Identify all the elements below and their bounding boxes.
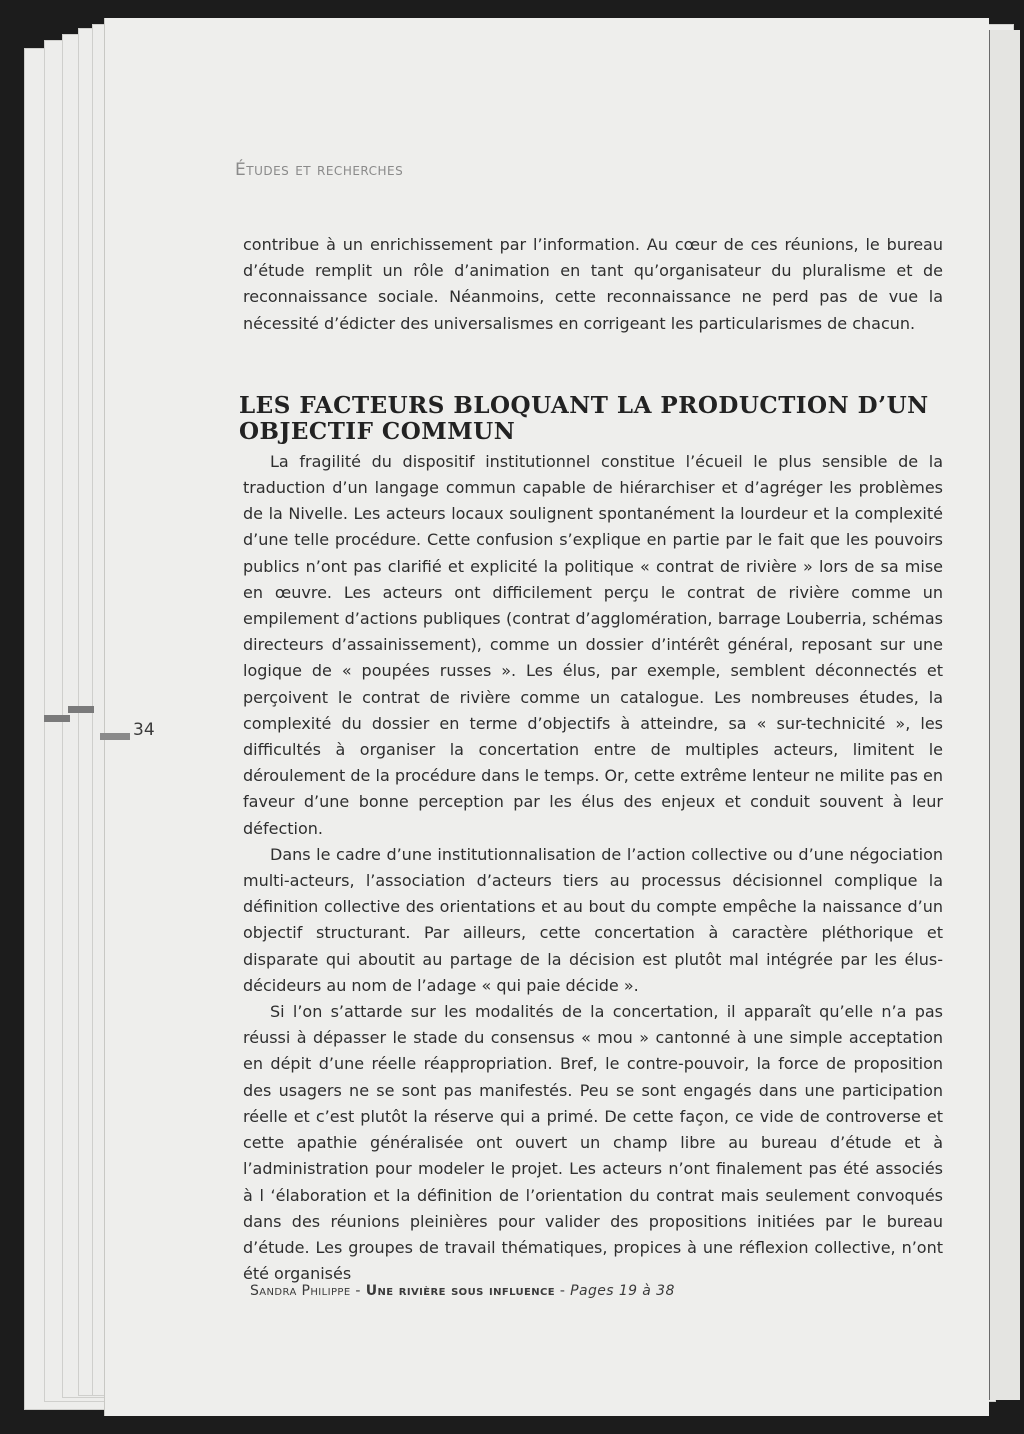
thumb-index-tab xyxy=(68,706,94,713)
page-number-marker xyxy=(100,733,130,740)
body-paragraph-3: Si l’on s’attarde sur les modalités de la concertation, il apparaît qu’elle n’a pas réussi à dépasser le stade du consensus « mou » cantonné à une simple acceptation en dépit d’une réelle réappropriation. Bref, le contre-pouvoir, la force de proposition des usagers ne se sont pas manifestés. Peu se sont engagés dans une participation réelle et c’est plutôt la réserve qui a primé. De cette façon, ce vide de controverse et cette apathie généralisée ont ouvert un champ libre au bureau d’étude et à l’administration pour modeler le projet. Les acteurs n’ont finalement pas été associés à l ‘élaboration et la définition de l’orientation du contrat mais seulement convoqués dans des réunions pleinières pour valider des propositions initiées par le bureau d’étude. Les groupes de travail thématiques, propices à une réflexion collective, n’ont été organisés xyxy=(243,1002,943,1284)
intro-paragraph: contribue à un enrichissement par l’information. Au cœur de ces réunions, le bureau d’étude remplit un rôle d’animation en tant qu’organisateur du pluralisme et de reconnaissance sociale. Néanmoins, cette reconnaissance ne perd pas de vue la nécessité d’édicter des universalismes en corrigeant les particularismes de chacun. xyxy=(243,235,943,333)
facing-page-edge xyxy=(988,30,1020,1400)
footer-pages: Pages 19 à 38 xyxy=(570,1283,675,1299)
footer-separator: - xyxy=(555,1283,571,1299)
footer-title: Une rivière sous influence xyxy=(365,1283,556,1299)
thumb-index-tab xyxy=(44,715,70,722)
section-heading: LES FACTEURS BLOQUANT LA PRODUCTION D’UN OBJECTIF COMMUN xyxy=(239,391,929,445)
body-paragraph-1: La fragilité du dispositif institutionnel constitue l’écueil le plus sensible de la traduction d’un langage commun capable de hiérarchiser et d’agréger les problèmes de la Nivelle. Les acteurs locaux soulignent spontanément la lourdeur et la complexité d’une telle procédure. Cette confusion s’explique en partie par le fait que les pouvoirs publics n’ont pas clarifié et explicité la politique « contrat de rivière » lors de sa mise en œuvre. Les acteurs ont difficilement perçu le contrat de rivière comme un empilement d’actions publiques (contrat d’agglomération, barrage Louberria, schémas directeurs d’assainissement), comme un dossier d’intérêt général, reposant sur une logique de « poupées russes ». Les élus, par exemple, semblent déconnectés et perçoivent le contrat de rivière comme un catalogue. Les nombreuses études, la complexité du dossier en terme d’objectifs à atteindre, sa « sur-technicité », les difficultés à organiser la concertation entre de multiples acteurs, limitent le déroulement de la procédure dans le temps. Or, cette extrême lenteur ne milite pas en faveur d’une bonne perception par les élus des enjeux et conduit souvent à leur défection. xyxy=(243,451,943,838)
page-footer xyxy=(250,1283,675,1299)
article-body xyxy=(239,232,943,1287)
body-paragraph-2: Dans le cadre d’une institutionnalisation de l’action collective ou d’une négociation multi-acteurs, l’association d’acteurs tiers au processus décisionnel complique la définition collective des orientations et au bout du compte empêche la naissance d’un objectif structurant. Par ailleurs, cette concertation à caractère pléthorique et disparate qui aboutit au partage de la décision est plutôt mal intégrée par les élus-décideurs au nom de l’adage « qui paie décide ». xyxy=(243,844,943,995)
running-head: Études et recherches xyxy=(235,160,404,180)
footer-author: Sandra Philippe - xyxy=(250,1283,366,1299)
page-number: 34 xyxy=(133,720,155,740)
